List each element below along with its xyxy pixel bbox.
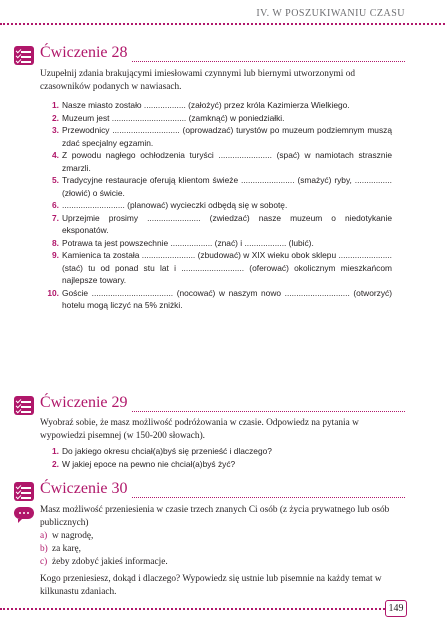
exercise-29-instruction: Wyobraź sobie, że masz możliwość podróżowania w czasie. Odpowiedz na pytania w wypowiedzi pisemnej (w 150-200 słowach). <box>40 418 359 441</box>
list-item: 4. Z powodu nagłego ochłodzenia turyści ....................... (spać) w namiotach strasznie zmarzli. <box>52 150 392 173</box>
list-item: 5. Tradycyjne restauracje oferują klientom świeże ....................... (smażyć) ryby, ................ (złowić) o świcie. <box>52 175 392 198</box>
exercise-28-list <box>47 99 392 312</box>
page-number: 149 <box>385 600 407 617</box>
exercise-29-title: Ćwiczenie 29 <box>40 394 131 412</box>
exercise-30-instruction: Masz możliwość przeniesienia w czasie trzech znanych Ci osób (z życia prywatnego lub osób publicznych) <box>40 505 390 528</box>
list-item: a) w nagrodę, <box>40 531 94 541</box>
speech-bubble-icon <box>14 507 34 519</box>
list-item: 6. ........................... (planować) wycieczki odbędą się w sobotę. <box>52 200 288 210</box>
list-item: 2. W jakiej epoce na pewno nie chciał(a)byś żyć? <box>52 458 236 469</box>
list-item: 1. Do jakiego okresu chciał(a)byś się przenieść i dlaczego? <box>52 446 272 456</box>
exercise-29-list <box>52 445 392 470</box>
exercise-29-header <box>40 396 405 416</box>
exercise-28-title: Ćwiczenie 28 <box>40 44 131 62</box>
footer-dotted-rule <box>0 608 385 610</box>
exercise-30-closing: Kogo przeniesiesz, dokąd i dlaczego? Wypowiedz się ustnie lub pisemnie na każdy temat w kilkunastu zdaniach. <box>40 574 382 597</box>
checklist-icon <box>14 46 34 65</box>
exercise-30-header <box>40 482 405 502</box>
exercise-28-header <box>40 46 405 66</box>
running-header: IV. W POSZUKIWANIU CZASU <box>256 8 405 19</box>
list-item: c) żeby zdobyć jakieś informacje. <box>40 557 168 567</box>
list-item: 1. Nasze miasto zostało .................. (założyć) przez króla Kazimierza Wielkiego. <box>52 100 350 110</box>
list-item: 2. Muzeum jest ................................ (zamknąć) w poniedziałki. <box>52 112 285 123</box>
exercise-28-instruction: Uzupełnij zdania brakującymi imiesłowami czynnymi lub biernymi utworzonymi od czasowników podanych w nawiasach. <box>40 69 355 92</box>
exercise-30-options <box>40 530 400 569</box>
checklist-icon <box>14 482 34 501</box>
list-item: 9. Kamienica ta została ....................... (zbudować) w XIX wieku obok sklepu ....................... (stać) tu od ponad stu lat i ........................... (oferować) okolicznym mieszkańcom najlepsze towary. <box>52 250 392 285</box>
header-dotted-rule <box>0 23 445 25</box>
list-item: b) za karę, <box>40 544 81 554</box>
list-item: 8. Potrawa ta jest powszechnie .................. (znać) i .................. (lubić). <box>52 237 314 248</box>
list-item: 7. Uprzejmie prosimy ....................... (zwiedzać) nasze muzeum o niedotykanie eksponatów. <box>52 212 392 235</box>
list-item: 3. Przewodnicy ............................. (oprowadzać) turystów po muzeum podziemnym muszą zdać specjalny egzamin. <box>52 125 392 148</box>
checklist-icon <box>14 396 34 415</box>
list-item: 10. Goście ................................... (nocować) w naszym nowo ............................ (otworzyć) hotelu mogą liczyć na 5% zniżki. <box>47 287 392 310</box>
exercise-30-title: Ćwiczenie 30 <box>40 480 131 498</box>
